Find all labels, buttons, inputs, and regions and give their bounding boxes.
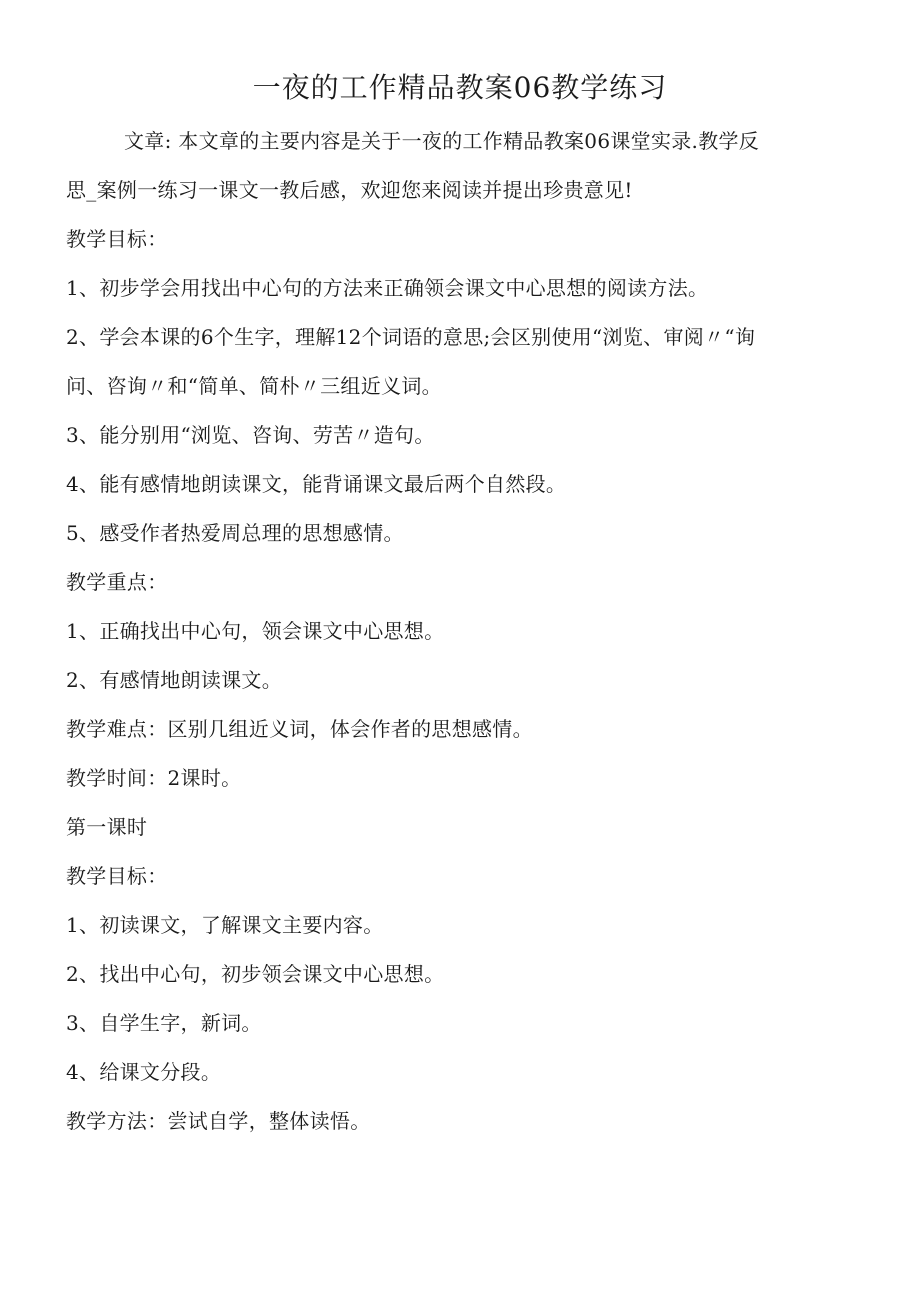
goal-item-2-continued: 问、咨询〃和“简单、简朴〃三组近义词。 [66,374,442,398]
goal-item-3: 3、能分别用“浏览、咨询、劳苦〃造句。 [66,423,435,447]
lesson-heading: 第一课时 [66,815,148,839]
time-line: 教学时间：2课时。 [66,766,242,790]
key-point-2: 2、有感情地朗读课文。 [66,668,283,692]
section-heading-goals: 教学目标： [66,227,168,251]
intro-line-2: 思_案例一练习一课文一教后感，欢迎您来阅读并提出珍贵意见! [66,178,633,202]
document-title: 一夜的工作精品教案06教学练习 [252,71,668,104]
lesson-goal-3: 3、自学生字，新词。 [66,1011,262,1035]
key-point-1: 1、正确找出中心句，领会课文中心思想。 [66,619,445,643]
goal-item-4: 4、能有感情地朗读课文，能背诵课文最后两个自然段。 [66,472,567,496]
difficulty-line: 教学难点：区别几组近义词，体会作者的思想感情。 [66,717,533,741]
goal-item-2: 2、学会本课的6个生字，理解12个词语的意思;会区别使用“浏览、审阅〃“询 [66,325,756,349]
method-line: 教学方法：尝试自学，整体读悟。 [66,1109,371,1133]
goal-item-5: 5、感受作者热爱周总理的思想感情。 [66,521,404,545]
section-heading-lesson-goals: 教学目标： [66,864,168,888]
goal-item-1: 1、初步学会用找出中心句的方法来正确领会课文中心思想的阅读方法。 [66,276,709,300]
intro-line-1: 文章: 本文章的主要内容是关于一夜的工作精品教案06课堂实录.教学反 [124,129,760,153]
lesson-goal-1: 1、初读课文，了解课文主要内容。 [66,913,384,937]
section-heading-key-points: 教学重点： [66,570,168,594]
lesson-goal-2: 2、找出中心句，初步领会课文中心思想。 [66,962,445,986]
lesson-goal-4: 4、给课文分段。 [66,1060,222,1084]
